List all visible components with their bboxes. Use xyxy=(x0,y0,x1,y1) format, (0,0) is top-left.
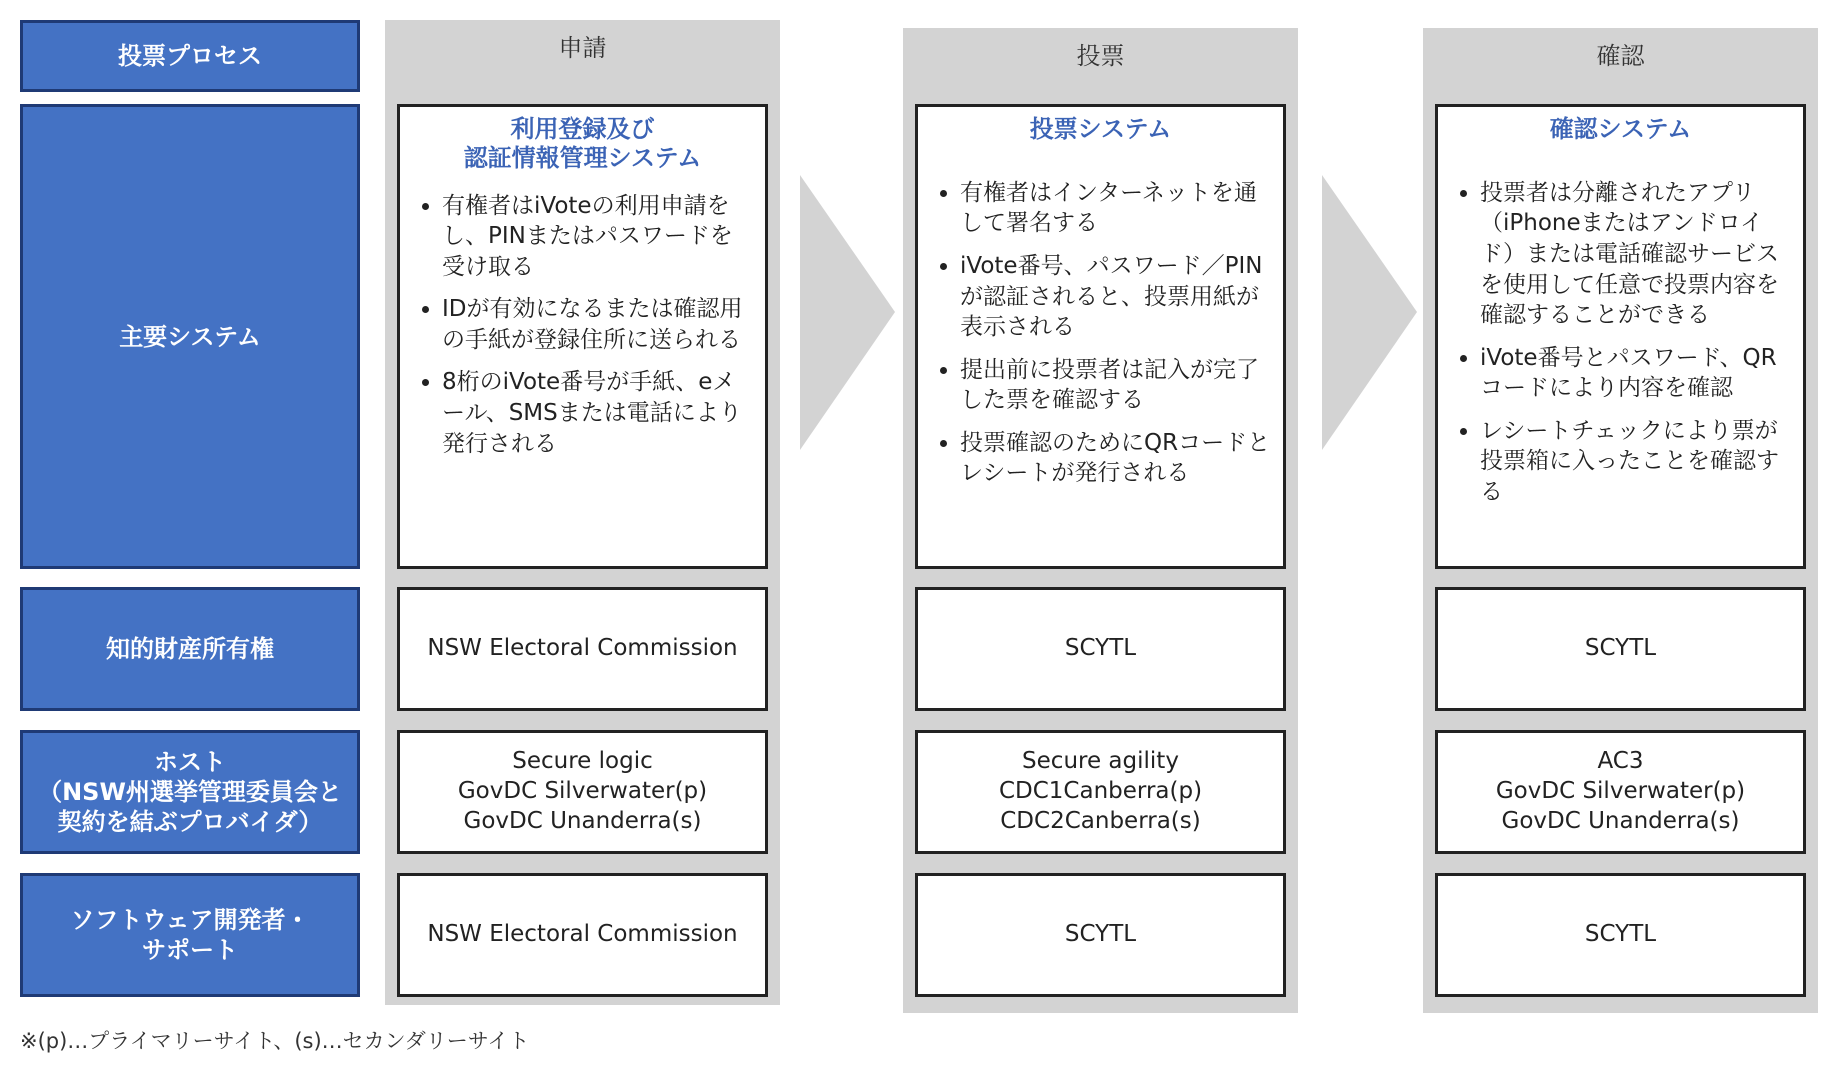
row-label-dev: ソフトウェア開発者・ サポート xyxy=(20,873,360,997)
bullet-item: • 8桁のiVote番号が手紙、eメール、SMSまたは電話により発行される xyxy=(442,367,755,459)
ip-owner-cell: SCYTL xyxy=(1435,587,1806,711)
developer-cell: NSW Electoral Commission xyxy=(397,873,768,997)
flow-arrow-icon xyxy=(1322,175,1417,450)
system-box xyxy=(1435,104,1806,569)
developer-cell: SCYTL xyxy=(915,873,1286,997)
row-label-ip: 知的財産所有権 xyxy=(20,587,360,711)
column-title: 申請 xyxy=(558,34,607,62)
system-title: 投票システム xyxy=(1029,115,1172,143)
bullet-list xyxy=(1438,178,1803,508)
ip-owner-cell: SCYTL xyxy=(915,587,1286,711)
row-label-systems: 主要システム xyxy=(20,104,360,569)
ip-owner-cell: NSW Electoral Commission xyxy=(397,587,768,711)
bullet-item: • IDが有効になるまたは確認用の手紙が登録住所に送られる xyxy=(442,294,755,355)
row-label-host: ホスト （NSW州選挙管理委員会と 契約を結ぶプロバイダ） xyxy=(20,730,360,854)
developer-cell: SCYTL xyxy=(1435,873,1806,997)
flow-arrow-icon xyxy=(800,175,895,450)
system-title: 確認システム xyxy=(1549,115,1692,143)
host-cell: AC3 GovDC Silverwater(p) GovDC Unanderra(s) xyxy=(1435,730,1806,854)
bullet-item: • レシートチェックにより票が投票箱に入ったことを確認する xyxy=(1480,416,1793,508)
bullet-list xyxy=(400,191,765,460)
bullet-item: • 投票者は分離されたアプリ（iPhoneまたはアンドロイド）または電話確認サービスを使用して任意で投票内容を確認することができる xyxy=(1480,178,1793,331)
bullet-item: • 投票確認のためにQRコードとレシートが発行される xyxy=(960,428,1273,489)
column-title: 確認 xyxy=(1596,42,1645,70)
bullet-item: • 有権者はiVoteの利用申請をし、PINまたはパスワードを受け取る xyxy=(442,191,755,283)
footnote: ※(p)…プライマリーサイト、(s)…セカンダリーサイト xyxy=(20,1029,530,1053)
system-box xyxy=(397,104,768,569)
column-verification xyxy=(1423,28,1818,1013)
bullet-list xyxy=(918,178,1283,489)
bullet-item: • 有権者はインターネットを通して署名する xyxy=(960,178,1273,239)
bullet-item: • iVote番号とパスワード、QRコードにより内容を確認 xyxy=(1480,343,1793,404)
column-title: 投票 xyxy=(1076,42,1125,70)
bullet-item: • 提出前に投票者は記入が完了した票を確認する xyxy=(960,355,1273,416)
host-cell: Secure agility CDC1Canberra(p) CDC2Canberra(s) xyxy=(915,730,1286,854)
bullet-item: • iVote番号、パスワード／PINが認証されると、投票用紙が表示される xyxy=(960,251,1273,343)
row-label-process: 投票プロセス xyxy=(20,20,360,92)
host-cell: Secure logic GovDC Silverwater(p) GovDC Unanderra(s) xyxy=(397,730,768,854)
column-voting xyxy=(903,28,1298,1013)
system-box xyxy=(915,104,1286,569)
system-title: 利用登録及び 認証情報管理システム xyxy=(463,115,702,172)
column-application xyxy=(385,20,780,1005)
